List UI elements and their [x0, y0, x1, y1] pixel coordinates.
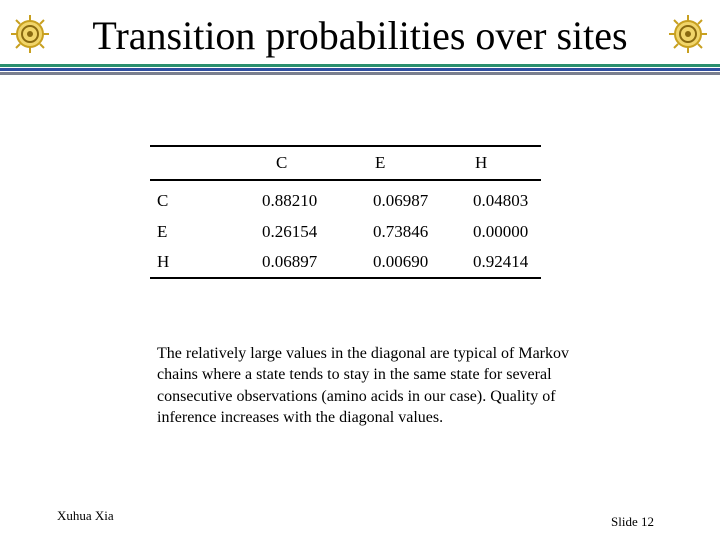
slide-title: Transition probabilities over sites	[92, 13, 628, 58]
table-cell: 0.00690	[373, 252, 429, 271]
column-header-c: C	[276, 153, 288, 172]
table-cell: 0.73846	[373, 222, 429, 241]
table-cell: 0.04803	[473, 191, 529, 210]
column-header-h: H	[475, 153, 488, 172]
table-cell: 0.06897	[262, 252, 318, 271]
title-rule-middle	[0, 68, 720, 71]
table-header-row	[150, 146, 541, 180]
title-rule-top	[0, 64, 720, 67]
table-row	[150, 217, 541, 247]
row-label: H	[157, 252, 170, 271]
table-cell: 0.00000	[473, 222, 529, 241]
transition-matrix-table	[150, 145, 541, 279]
university-seal-icon	[666, 12, 710, 56]
column-header-blank	[150, 146, 262, 180]
title-rule-bottom	[0, 72, 720, 75]
table-cell: 0.92414	[473, 252, 529, 271]
table-row	[150, 180, 541, 217]
column-header-e: E	[375, 153, 386, 172]
table-row	[150, 247, 541, 278]
author-name: Xuhua Xia	[57, 508, 114, 523]
slide-number: Slide 12	[611, 514, 654, 529]
row-label: C	[157, 191, 169, 210]
table-cell: 0.88210	[262, 191, 318, 210]
table-cell: 0.06987	[373, 191, 429, 210]
table-cell: 0.26154	[262, 222, 318, 241]
university-seal-icon	[8, 12, 52, 56]
row-label: E	[157, 222, 168, 241]
explanation-text: The relatively large values in the diagonal are typical of Markov chains where a state tends to stay in the same state for several consecutive observations (amino acids in our case). Quality of inference increases with the diagonal values.	[157, 345, 569, 426]
